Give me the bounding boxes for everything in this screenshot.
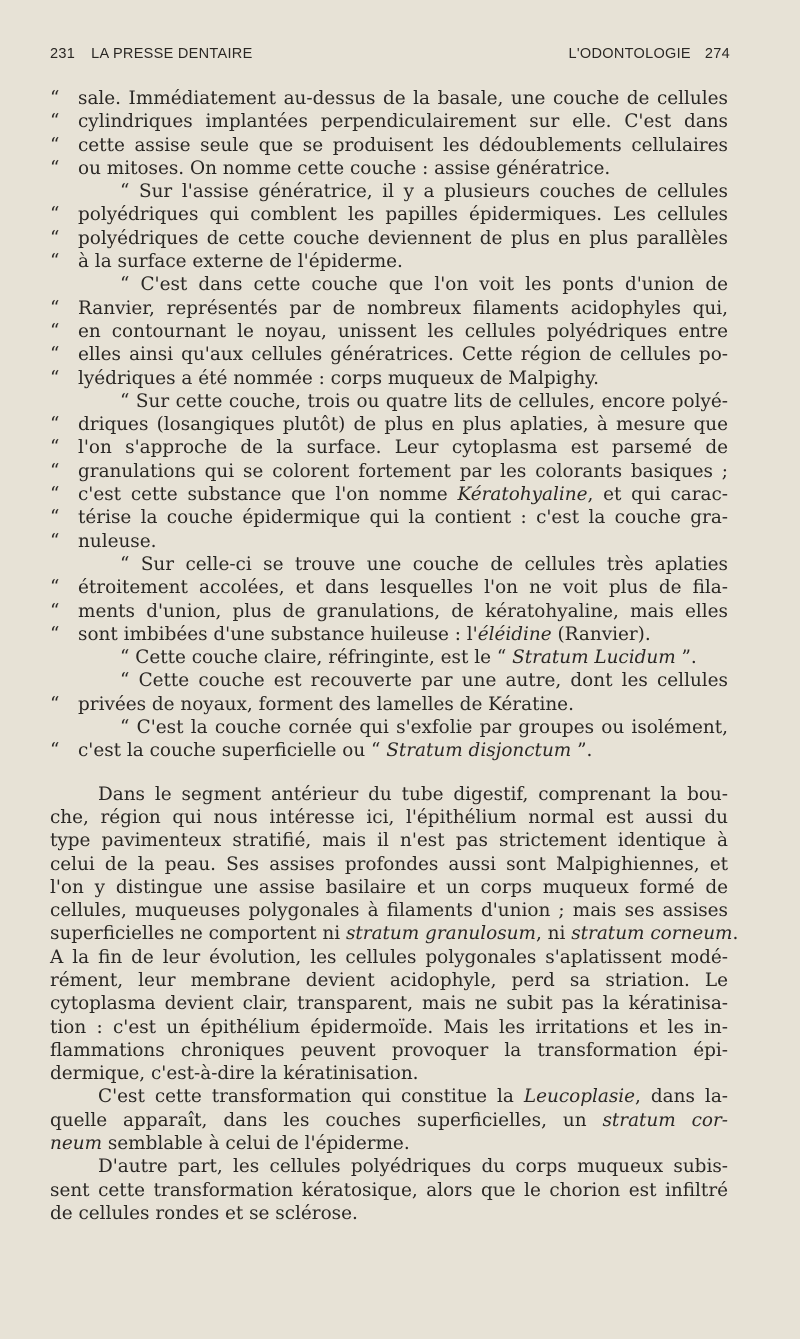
quote-mark: “: [50, 414, 60, 436]
text-line: “ térise la couche épidermique qui la contient : c'est la couche gra-: [50, 507, 728, 529]
quote-mark: “: [50, 320, 60, 342]
left-journal-title: LA PRESSE DENTAIRE: [91, 46, 253, 62]
quote-mark: “: [50, 693, 60, 715]
text-line: Dans le segment antérieur du tube digestif, comprenant la bou-: [98, 783, 728, 805]
text-line: sent cette transformation kératosique, alors que le chorion est infiltré: [50, 1179, 728, 1201]
quote-mark: “: [50, 367, 60, 389]
text-line: cytoplasma devient clair, transparent, mais ne subit pas la kératinisa-: [50, 993, 728, 1015]
text-line: de cellules rondes et se sclérose.: [50, 1202, 358, 1224]
italic-term: Stratum Lucidum: [512, 647, 676, 669]
text-line: flammations chroniques peuvent provoquer la transformation épi-: [50, 1039, 728, 1061]
text-line: dermique, c'est-à-dire la kératinisation.: [50, 1063, 419, 1085]
text-line: “ c'est cette substance que l'on nomme Kératohyaline, et qui carac-: [50, 484, 728, 506]
text-line: neum semblable à celui de l'épiderme.: [50, 1133, 410, 1155]
quote-mark: “: [50, 623, 60, 645]
quote-mark: “: [50, 530, 60, 552]
quote-mark: “: [50, 111, 60, 133]
italic-term: éléidine: [477, 623, 552, 645]
text-line: che, région qui nous intéresse ici, l'épithélium normal est aussi du: [50, 806, 728, 828]
text-line: “ c'est la couche superficielle ou “ Stratum disjonctum ”.: [50, 740, 593, 762]
text-line: “ polyédriques de cette couche deviennent de plus en plus parallèles: [50, 227, 728, 249]
quote-mark: “: [50, 204, 60, 226]
text-line: rément, leur membrane devient acidophyle, perd sa striation. Le: [50, 969, 728, 991]
quote-mark: “: [50, 344, 60, 366]
text-line: “ ments d'union, plus de granulations, de kératohyaline, mais elles: [50, 600, 728, 622]
italic-term: neum: [50, 1133, 103, 1155]
text-line: “ ou mitoses. On nomme cette couche : assise génératrice.: [50, 157, 611, 179]
quote-mark: “: [50, 297, 60, 319]
text-line: “ driques (losangiques plutôt) de plus en plus aplaties, à mesure que: [50, 414, 728, 436]
text-line: “ nuleuse.: [50, 530, 157, 552]
quote-mark: “: [50, 437, 60, 459]
text-line: “ sale. Immédiatement au-dessus de la basale, une couche de cellules: [50, 88, 728, 109]
text-line: “ sont imbibées d'une substance huileuse : l'éléidine (Ranvier).: [50, 623, 651, 645]
text-line: “ Cette couche est recouverte par une autre, dont les cellules: [120, 670, 728, 692]
text-line: type pavimenteux stratifié, mais il n'est pas strictement identique à: [50, 830, 728, 852]
text-line: “ étroitement accolées, et dans lesquelles l'on ne voit plus de fila-: [50, 577, 728, 599]
text-line: “ granulations qui se colorent fortement par les colorants basiques ;: [50, 460, 728, 482]
right-page-number: 274: [704, 46, 730, 62]
text-line: superficielles ne comportent ni stratum granulosum, ni stratum corneum.: [50, 923, 739, 945]
text-line: “ Ranvier, représentés par de nombreux filaments acidophyles qui,: [50, 297, 728, 319]
text-line: “ cylindriques implantées perpendiculairement sur elle. C'est dans: [50, 111, 728, 133]
quoted-passage: [50, 87, 728, 763]
quote-mark: “: [50, 484, 60, 506]
quote-mark: “: [50, 157, 60, 179]
text-line: “ privées de noyaux, forment des lamelles de Kératine.: [50, 693, 574, 715]
text-line: l'on y distingue une assise basilaire et un corps muqueux formé de: [50, 876, 728, 898]
text-line: “ C'est la couche cornée qui s'exfolie par groupes ou isolément,: [120, 717, 728, 739]
left-page-number: 231: [50, 46, 76, 62]
text-line: “ à la surface externe de l'épiderme.: [50, 251, 403, 273]
quote-mark: “: [50, 740, 60, 762]
text-line: D'autre part, les cellules polyédriques du corps muqueux subis-: [98, 1156, 728, 1178]
quote-mark: “: [50, 88, 60, 109]
quote-mark: “: [50, 227, 60, 249]
quote-mark: “: [50, 600, 60, 622]
quote-mark: “: [50, 507, 60, 529]
text-line: “ elles ainsi qu'aux cellules génératrices. Cette région de cellules po-: [50, 344, 728, 366]
italic-term: stratum corneum: [571, 923, 733, 945]
text-line: A la fin de leur évolution, les cellules polygonales s'aplatissent modé-: [50, 946, 728, 968]
italic-term: Stratum disjonctum: [386, 740, 572, 762]
quote-mark: “: [50, 577, 60, 599]
text-line: tion : c'est un épithélium épidermoïde. Mais les irritations et les in-: [50, 1016, 728, 1038]
quote-mark: “: [50, 134, 60, 156]
quote-mark: “: [50, 460, 60, 482]
text-line: celui de la peau. Ses assises profondes aussi sont Malpighiennes, et: [50, 853, 728, 875]
text-line: “ Sur celle-ci se trouve une couche de cellules très aplaties: [120, 553, 728, 575]
paragraph-gap: [50, 763, 728, 783]
text-line: “ l'on s'approche de la surface. Leur cytoplasma est parsemé de: [50, 437, 728, 459]
text-line: “ en contournant le noyau, unissent les cellules polyédriques entre: [50, 320, 728, 342]
text-line: “ cette assise seule que se produisent les dédoublements cellulaires: [50, 134, 728, 156]
italic-term: Kératohyaline: [457, 484, 588, 506]
text-line: “ Sur cette couche, trois ou quatre lits de cellules, encore polyé-: [120, 390, 728, 412]
main-text: [50, 87, 739, 1225]
italic-term: Leucoplasie: [523, 1086, 636, 1108]
text-line: “ Sur l'assise génératrice, il y a plusieurs couches de cellules: [120, 181, 728, 203]
header-left: [50, 46, 253, 62]
text-line: C'est cette transformation qui constitue la Leucoplasie, dans la-: [98, 1086, 728, 1108]
text-line: quelle apparaît, dans les couches superficielles, un stratum cor-: [50, 1109, 728, 1131]
text-line: cellules, muqueuses polygonales à filaments d'union ; mais ses assises: [50, 900, 728, 922]
text-line: “ polyédriques qui comblent les papilles épidermiques. Les cellules: [50, 204, 728, 226]
prose-passage: [50, 783, 739, 1226]
header-right: [568, 46, 730, 62]
right-journal-title: L'ODONTOLOGIE: [568, 46, 691, 62]
quote-mark: “: [50, 251, 60, 273]
italic-term: stratum granulosum: [345, 923, 536, 945]
text-line: “ C'est dans cette couche que l'on voit les ponts d'union de: [120, 274, 728, 296]
text-line: “ Cette couche claire, réfringinte, est le “ Stratum Lucidum ”.: [120, 647, 697, 669]
italic-term: stratum cor-: [602, 1109, 728, 1131]
text-line: “ lyédriques a été nommée : corps muqueux de Malpighy.: [50, 367, 599, 389]
